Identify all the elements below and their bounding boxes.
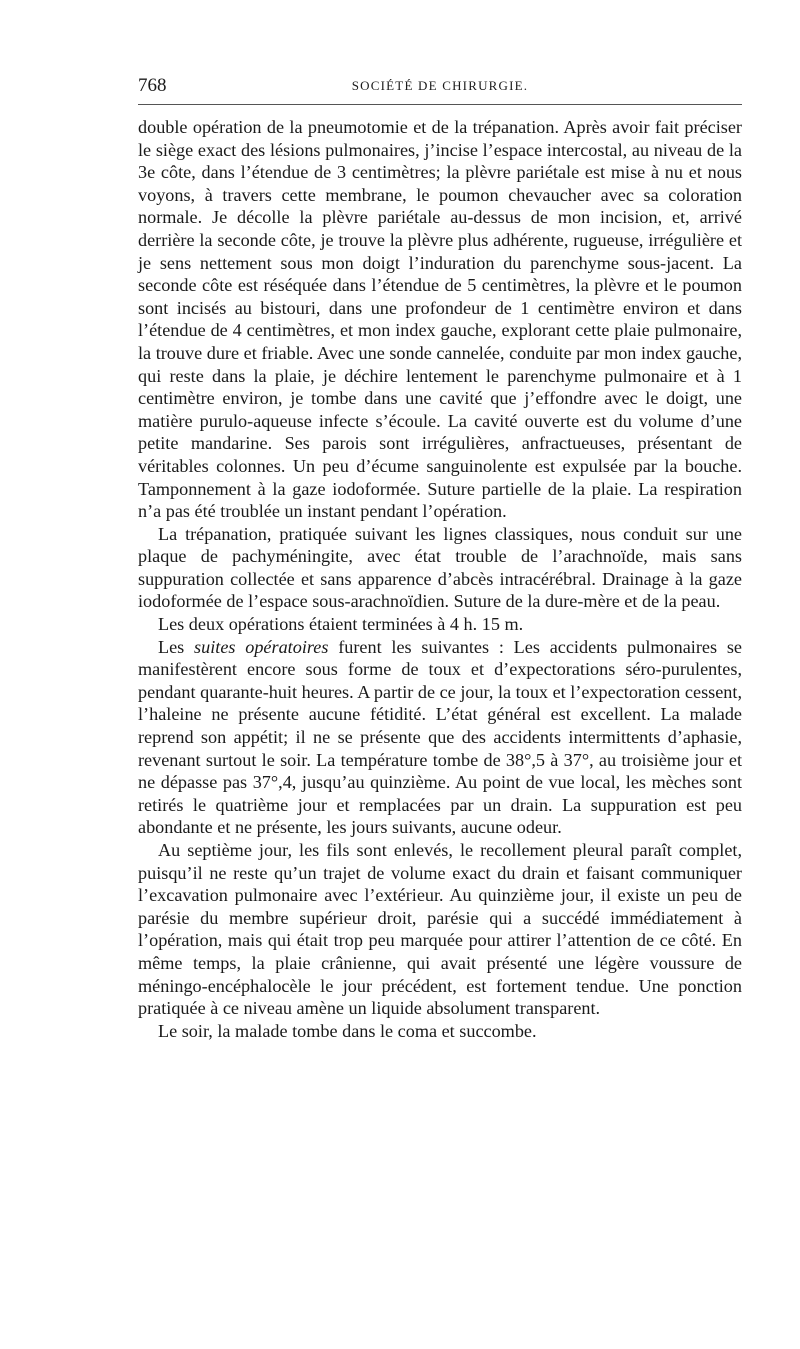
- paragraph-4-lead: Les: [158, 636, 195, 657]
- paragraph-3: Les deux opérations étaient terminées à 4 h. 15 m.: [158, 614, 524, 635]
- paragraph-4-text: furent les suivantes : Les accidents pulmonaires se manifestèrent encore sous forme de toux et d’expectorations séro-purulentes, pendant quarante-huit heures. A partir de ce jour, la toux et l’expectoration cessent, l’haleine ne présente aucune fétidité. L’état général est excellent. La malade reprend son appétit; il ne se présente que des accidents intermittents d’aphasie, revenant surtout le soir. La température tombe de 38°,5 à 37°, au troisième jour et ne dépasse pas 37°,4, jusqu’au quinzième. Au point de vue local, les mèches sont retirés le quatrième jour et remplacées par un drain. La suppuration est peu abondante et ne présente, les jours suivants, aucune odeur.: [138, 636, 742, 838]
- header-rule: [138, 104, 742, 105]
- paragraph-4: [138, 636, 742, 839]
- paragraph-4-italic: suites opératoires: [194, 636, 329, 657]
- running-head: SOCIÉTÉ DE CHIRURGIE.: [351, 78, 529, 93]
- paragraph-5: Au septième jour, les fils sont enlevés, le recollement pleural paraît complet, puisqu’il ne reste qu’un trajet de volume exact du drain et faisant communiquer l’excavation pulmonaire avec l’extérieur. Au quinzième jour, il existe un peu de parésie du membre supérieur droit, parésie qui a succédé immédiatement à l’opération, mais qui était trop peu marquée pour attirer l’attention de ce côté. En même temps, la plaie crânienne, qui avait présenté une légère voussure de méningo-encéphalocèle le jour précédent, est fortement tendue. Une ponction pratiquée à ce niveau amène un liquide absolument transparent.: [138, 840, 742, 1019]
- page-number: 768: [138, 75, 167, 96]
- body-text: [138, 116, 742, 1042]
- page-header: [138, 74, 742, 98]
- paragraph-6: Le soir, la malade tombe dans le coma et succombe.: [158, 1020, 537, 1041]
- paragraph-1: double opération de la pneumotomie et de la trépanation. Après avoir fait préciser le siège exact des lésions pulmonaires, j’incise l’espace intercostal, au niveau de la 3e côte, dans l’étendue de 3 centimètres; la plèvre pariétale est mise à nu et nous voyons, à travers cette membrane, le poumon chevaucher avec sa coloration normale. Je décolle la plèvre pariétale au-dessus de mon incision, et, arrivé derrière la seconde côte, je trouve la plèvre plus adhérente, rugueuse, irrégulière et je sens nettement sous mon doigt l’induration du parenchyme sous-jacent. La seconde côte est réséquée dans l’étendue de 5 centimètres, la plèvre et le poumon sont incisés au bistouri, dans une profondeur de 1 centimètre environ et dans l’étendue de 4 centimètres, et mon index gauche, explorant cette plaie pulmonaire, la trouve dure et friable. Avec une sonde cannelée, conduite par mon index gauche, qui reste dans la plaie, je déchire lentement le parenchyme pulmonaire et à 1 centimètre environ, je tombe dans une cavité que j’effondre avec le doigt, une matière purulo-aqueuse infecte s’écoule. La cavité ouverte est du volume d’une petite mandarine. Ses parois sont irrégulières, anfractueuses, présentant de véritables colonnes. Un peu d’écume sanguinolente est expulsée par la bouche. Tamponnement à la gaze iodoformée. Suture partielle de la plaie. La respiration n’a pas été troublée un instant pendant l’opération.: [138, 117, 742, 522]
- paragraph-2: La trépanation, pratiquée suivant les lignes classiques, nous conduit sur une plaque de pachyméningite, avec état trouble de l’arachnoïde, mais sans suppuration collectée et sans apparence d’abcès intracérébral. Drainage à la gaze iodoformée de l’espace sous-arachnoïdien. Suture de la dure-mère et de la peau.: [138, 523, 742, 612]
